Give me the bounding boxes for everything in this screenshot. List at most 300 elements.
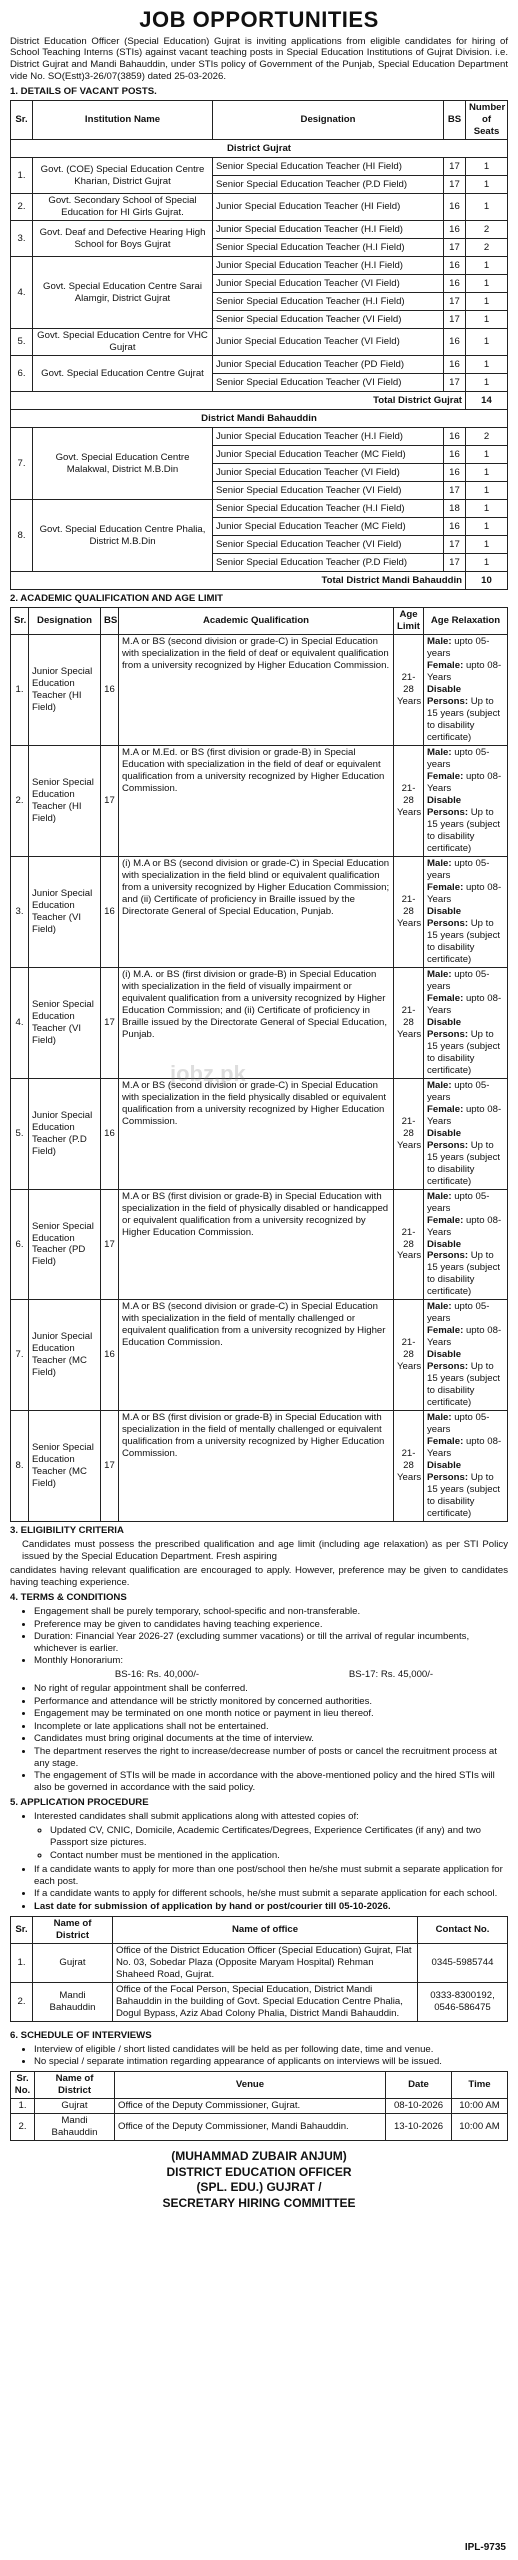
cell-bs: 16 (444, 194, 466, 221)
relaxation-value: upto 05-years (427, 1301, 490, 1325)
cell-qualification: M.A or M.Ed. or BS (first division or grade-B) in Special Education with specialization in the field of deaf or equivalent qualification from a university recognized by Higher Education Commission. (119, 746, 394, 857)
cell-age-limit: 21-28 Years (394, 1300, 424, 1411)
cell-contact: 0345-5985744 (418, 1943, 508, 1982)
relaxation-value: upto 05-years (427, 857, 490, 881)
cell-sr: 2. (11, 746, 29, 857)
cell-designation: Junior Special Education Teacher (MC Field) (213, 446, 444, 464)
cell-sr: 8. (11, 500, 33, 572)
relaxation-label: Disable Persons: (427, 905, 469, 929)
relaxation-label: Disable Persons: (427, 1460, 469, 1484)
cell-institution: Govt. Special Education Centre Gujrat (33, 356, 213, 392)
cell-sr: 5. (11, 1078, 29, 1189)
cell-seats: 1 (466, 176, 508, 194)
district-heading: District Gujrat (11, 140, 508, 158)
section-heading-vacant-posts: 1. DETAILS OF VACANT POSTS. (10, 86, 157, 98)
cell-bs: 16 (444, 329, 466, 356)
cell-venue: Office of the Deputy Commissioner, Mandi Bahauddin. (115, 2113, 386, 2140)
cell-designation: Junior Special Education Teacher (HI Field) (213, 194, 444, 221)
cell-time: 10:00 AM (452, 2113, 508, 2140)
relaxation-value: upto 08-Years (427, 1214, 502, 1238)
list-item: • Monthly Honorarium: (34, 1655, 508, 1667)
cell-institution: Govt. Deaf and Defective Hearing High School for Boys Gujrat (33, 221, 213, 257)
relaxation-label: Female: (427, 660, 464, 672)
district-row (11, 410, 508, 428)
cell-age-limit: 21-28 Years (394, 1078, 424, 1189)
table-row (11, 1943, 508, 1982)
list-item: • Interested candidates shall submit applications along with attested copies of: (34, 1811, 508, 1823)
relaxation-line (427, 993, 504, 1017)
col-header-bs: BS (444, 101, 466, 140)
cell-designation: Junior Special Education Teacher (H.I Field) (213, 221, 444, 239)
cell-age-relaxation (424, 1300, 508, 1411)
relaxation-label: Female: (427, 1214, 464, 1226)
relaxation-line (427, 636, 504, 660)
cell-age-limit: 21-28 Years (394, 635, 424, 746)
col-header-date: Date (386, 2072, 452, 2099)
relaxation-line (427, 1436, 504, 1460)
relaxation-value: Up to 15 years (subject to disability certificate) (427, 1028, 501, 1076)
interviews-table (10, 2071, 508, 2141)
cell-institution: Govt. (COE) Special Education Centre Kharian, District Gujrat (33, 158, 213, 194)
relaxation-value: upto 08-Years (427, 1103, 502, 1127)
cell-designation: Junior Special Education Teacher (MC Field) (29, 1300, 101, 1411)
cell-seats: 1 (466, 464, 508, 482)
relaxation-value: upto 08-Years (427, 1436, 502, 1460)
table-row (11, 2113, 508, 2140)
cell-bs: 17 (444, 374, 466, 392)
cell-bs: 16 (444, 221, 466, 239)
signature-block (10, 2149, 508, 2211)
eligibility-text: Candidates must possess the prescribed qualification and age limit (including age relaxation) as per STI Policy issued by the Special Education Department. Fresh aspiring (22, 1539, 508, 1563)
relaxation-label: Male: (427, 747, 452, 759)
cell-seats: 1 (466, 194, 508, 221)
col-header-time: Time (452, 2072, 508, 2099)
cell-venue: Office of the Deputy Commissioner, Gujrat. (115, 2098, 386, 2113)
list-item: • No right of regular appointment shall be conferred. (34, 1683, 508, 1695)
col-header-qualification: Academic Qualification (119, 608, 394, 635)
list-item: • Candidates must bring original documents at the time of interview. (34, 1733, 508, 1745)
table-row (11, 428, 508, 446)
cell-age-relaxation (424, 635, 508, 746)
cell-age-relaxation (424, 1411, 508, 1522)
cell-designation: Senior Special Education Teacher (MC Field) (29, 1411, 101, 1522)
list-item: • Performance and attendance will be strictly monitored by concerned authorities. (34, 1696, 508, 1708)
cell-qualification: M.A or BS (second division or grade-C) in Special Education with specialization in the field physically disabled or equivalent qualification from a university recognized by Higher Education Commission. (119, 1078, 394, 1189)
relaxation-label: Disable Persons: (427, 1016, 469, 1040)
table-row (11, 1411, 508, 1522)
cell-seats: 1 (466, 374, 508, 392)
signatory-title: DISTRICT EDUCATION OFFICER (166, 2164, 352, 2179)
table-row (11, 356, 508, 374)
list-item: • If a candidate wants to apply for more than one post/school then he/she must submit a separate application for each post. (34, 1864, 508, 1888)
cell-sr: 2. (11, 194, 33, 221)
cell-contact: 0333-8300192, 0546-586475 (418, 1982, 508, 2021)
cell-designation: Junior Special Education Teacher (H.I Field) (213, 428, 444, 446)
cell-age-limit: 21-28 Years (394, 1411, 424, 1522)
cell-seats: 1 (466, 158, 508, 176)
cell-seats: 1 (466, 293, 508, 311)
relaxation-line (427, 660, 504, 684)
cell-designation: Senior Special Education Teacher (VI Field) (213, 482, 444, 500)
table-row (11, 158, 508, 176)
list-item: • If a candidate wants to apply for different schools, he/she must submit a separate application for each school. (34, 1888, 508, 1900)
relaxation-value: upto 05-years (427, 1079, 490, 1103)
cell-bs: 16 (101, 1078, 119, 1189)
relaxation-label: Male: (427, 636, 452, 648)
honorarium-row (40, 1669, 508, 1681)
col-header-sr: Sr. (11, 608, 29, 635)
cell-sr: 4. (11, 967, 29, 1078)
list-item: ◦ Contact number must be mentioned in the application. (50, 1850, 508, 1862)
cell-designation: Senior Special Education Teacher (VI Field) (213, 374, 444, 392)
cell-designation: Junior Special Education Teacher (VI Field) (213, 464, 444, 482)
relaxation-line (427, 1301, 504, 1325)
list-item: • The department reserves the right to increase/decrease number of posts or cancel the recruitment process at any stage. (34, 1746, 508, 1770)
relaxation-label: Disable Persons: (427, 795, 469, 819)
cell-seats: 1 (466, 482, 508, 500)
col-header-age-relaxation: Age Relaxation (424, 608, 508, 635)
terms-list (10, 1606, 508, 1667)
relaxation-line (427, 1080, 504, 1104)
cell-designation: Senior Special Education Teacher (H.I Field) (213, 500, 444, 518)
cell-bs: 16 (444, 446, 466, 464)
cell-bs: 16 (101, 856, 119, 967)
cell-bs: 16 (444, 428, 466, 446)
relaxation-label: Female: (427, 992, 464, 1004)
table-row (11, 257, 508, 275)
relaxation-value: Up to 15 years (subject to disability certificate) (427, 1361, 501, 1409)
cell-designation: Senior Special Education Teacher (H.I Field) (213, 239, 444, 257)
table-row (11, 2098, 508, 2113)
list-item: ◦ Updated CV, CNIC, Domicile, Academic Certificates/Degrees, Experience Certificates (if any) and two Passport size pictures. (50, 1825, 508, 1849)
cell-bs: 17 (444, 554, 466, 572)
cell-bs: 17 (101, 746, 119, 857)
cell-age-relaxation (424, 1078, 508, 1189)
district-heading: District Mandi Bahauddin (11, 410, 508, 428)
relaxation-line (427, 1239, 504, 1299)
total-value: 10 (466, 572, 508, 590)
list-item: • Incomplete or late applications shall not be entertained. (34, 1721, 508, 1733)
cell-bs: 16 (101, 635, 119, 746)
col-header-seats: Number of Seats (466, 101, 508, 140)
cell-sr: 6. (11, 1189, 29, 1300)
cell-bs: 17 (101, 1411, 119, 1522)
relaxation-value: upto 08-Years (427, 1325, 502, 1349)
col-header-bs: BS (101, 608, 119, 635)
relaxation-value: Up to 15 years (subject to disability certificate) (427, 1472, 501, 1520)
total-label: Total District Mandi Bahauddin (11, 572, 466, 590)
honorarium-bs17: BS-17: Rs. 45,000/- (348, 1669, 434, 1681)
cell-designation: Senior Special Education Teacher (HI Field) (29, 746, 101, 857)
section-heading-qualification: 2. ACADEMIC QUALIFICATION AND AGE LIMIT (10, 593, 224, 605)
cell-designation: Junior Special Education Teacher (MC Field) (213, 518, 444, 536)
relaxation-line (427, 747, 504, 771)
relaxation-line (427, 1017, 504, 1077)
cell-seats: 1 (466, 500, 508, 518)
cell-designation: Senior Special Education Teacher (PD Field) (29, 1189, 101, 1300)
signatory-role: SECRETARY HIRING COMMITTEE (162, 2195, 356, 2210)
cell-seats: 2 (466, 239, 508, 257)
watermark: jobz.pk (170, 1061, 246, 1086)
col-header-office: Name of office (113, 1916, 418, 1943)
cell-sr: 1. (11, 158, 33, 194)
relaxation-line (427, 1460, 504, 1520)
intro-paragraph: District Education Officer (Special Education) Gujrat is inviting applications from eligible candidates for hiring of School Teaching Interns (STIs) against vacant teaching posts in Special Education Institutions of Gujrat Division. i.e. District Gujrat and Mandi Bahauddin, under STIs policy of Government of the Punjab, Special Education Department vide No. SO(Estt)3-26/07(3859) dated 25-03-2026. (10, 35, 508, 83)
relaxation-label: Male: (427, 968, 452, 980)
list-item: • Duration: Financial Year 2026-27 (excluding summer vacations) or till the arrival of regular incumbents, whichever is earlier. (34, 1631, 508, 1655)
cell-designation: Junior Special Education Teacher (VI Field) (29, 856, 101, 967)
relaxation-value: Up to 15 years (subject to disability certificate) (427, 1139, 501, 1187)
relaxation-label: Female: (427, 881, 464, 893)
cell-seats: 1 (466, 257, 508, 275)
procedure-sublist (10, 1825, 508, 1861)
section-heading-terms: 4. TERMS & CONDITIONS (10, 1592, 127, 1604)
table-row (11, 856, 508, 967)
cell-age-relaxation (424, 856, 508, 967)
cell-seats: 1 (466, 518, 508, 536)
cell-seats: 2 (466, 221, 508, 239)
cell-bs: 16 (444, 464, 466, 482)
cell-qualification: M.A or BS (second division or grade-C) in Special Education with specialization in the field of mentally challenged or equivalent qualification from a university recognized by Higher Education Commission. (119, 1300, 394, 1411)
table-row (11, 221, 508, 239)
cell-qualification: M.A or BS (second division or grade-C) in Special Education with specialization in the field of deaf or equivalent qualification from a university recognized by Higher Education Commission. (119, 635, 394, 746)
col-header-age-limit: Age Limit (394, 608, 424, 635)
table-row (11, 194, 508, 221)
cell-sr: 8. (11, 1411, 29, 1522)
relaxation-line (427, 858, 504, 882)
cell-bs: 16 (444, 518, 466, 536)
cell-sr: 1. (11, 2098, 35, 2113)
vacant-posts-table (10, 100, 508, 590)
cell-designation: Junior Special Education Teacher (PD Field) (213, 356, 444, 374)
cell-seats: 2 (466, 428, 508, 446)
vacant-posts-body (11, 140, 508, 590)
terms-list-cont (10, 1683, 508, 1794)
cell-sr: 4. (11, 257, 33, 329)
signatory-office: (SPL. EDU.) GUJRAT / (196, 2180, 322, 2195)
cell-sr: 7. (11, 428, 33, 500)
cell-institution: Govt. Special Education Centre Sarai Alamgir, District Gujrat (33, 257, 213, 329)
relaxation-line (427, 795, 504, 855)
table-row (11, 967, 508, 1078)
cell-age-limit: 21-28 Years (394, 967, 424, 1078)
cell-institution: Govt. Special Education Centre for VHC Gujrat (33, 329, 213, 356)
qualification-body (11, 635, 508, 1522)
cell-seats: 1 (466, 329, 508, 356)
relaxation-line (427, 906, 504, 966)
cell-qualification: M.A or BS (first division or grade-B) in Special Education with specialization in the field of mentally challenged or equivalent qualification from a university recognized by Higher Education Commission. (119, 1411, 394, 1522)
cell-bs: 17 (101, 967, 119, 1078)
signatory-name: (MUHAMMAD ZUBAIR ANJUM) (171, 2148, 347, 2163)
table-row (11, 1189, 508, 1300)
total-value: 14 (466, 392, 508, 410)
cell-institution: Govt. Special Education Centre Phalia, District M.B.Din (33, 500, 213, 572)
cell-bs: 16 (444, 356, 466, 374)
relaxation-line (427, 1191, 504, 1215)
relaxation-label: Female: (427, 1325, 464, 1337)
section-heading-eligibility: 3. ELIGIBILITY CRITERIA (10, 1525, 124, 1537)
relaxation-label: Disable Persons: (427, 1349, 469, 1373)
cell-qualification: (i) M.A or BS (second division or grade-C) in Special Education with specialization in the field blind or equivalent qualification from a university recognized by Higher Education Commission; and (ii) Certificate of proficiency in Braille issued by the Directorate General of Special Education, Punjab. (119, 856, 394, 967)
cell-sr: 7. (11, 1300, 29, 1411)
cell-bs: 17 (444, 293, 466, 311)
cell-district: Mandi Bahauddin (33, 1982, 113, 2021)
relaxation-value: Up to 15 years (subject to disability certificate) (427, 1250, 501, 1298)
cell-designation: Junior Special Education Teacher (P.D Field) (29, 1078, 101, 1189)
cell-bs: 17 (444, 239, 466, 257)
cell-seats: 1 (466, 275, 508, 293)
page-title: JOB OPPORTUNITIES (139, 7, 379, 32)
cell-designation: Junior Special Education Teacher (VI Field) (213, 275, 444, 293)
cell-seats: 1 (466, 311, 508, 329)
cell-sr: 2. (11, 2113, 35, 2140)
relaxation-value: Up to 15 years (subject to disability certificate) (427, 917, 501, 965)
cell-bs: 17 (101, 1189, 119, 1300)
cell-designation: Junior Special Education Teacher (HI Field) (29, 635, 101, 746)
cell-office: Office of the District Education Officer (Special Education) Gujrat, Flat No. 03, Sobedar Plaza (Opposite Maryam Hospital) Rehman Shaheed Road, Gujrat. (113, 1943, 418, 1982)
relaxation-label: Male: (427, 857, 452, 869)
relaxation-value: upto 05-years (427, 747, 490, 771)
cell-designation: Senior Special Education Teacher (VI Field) (213, 536, 444, 554)
relaxation-line (427, 1215, 504, 1239)
cell-designation: Senior Special Education Teacher (P.D Field) (213, 176, 444, 194)
cell-office: Office of the Focal Person, Special Education, District Mandi Bahauddin in the building of Govt. Special Education Centre Phalia, Dogul Bypass, Aziz Abad Colony Phalia, District Mandi Bahauddin. (113, 1982, 418, 2021)
table-row (11, 746, 508, 857)
honorarium-bs16: BS-16: Rs. 40,000/- (114, 1669, 200, 1681)
relaxation-value: upto 05-years (427, 1412, 490, 1436)
procedure-list-cont (10, 1864, 508, 1913)
relaxation-label: Male: (427, 1301, 452, 1313)
relaxation-value: upto 08-Years (427, 771, 502, 795)
cell-seats: 1 (466, 356, 508, 374)
list-item: • Engagement shall be purely temporary, school-specific and non-transferable. (34, 1606, 508, 1618)
col-header-designation: Designation (213, 101, 444, 140)
reference-number: IPL-9735 (464, 2541, 506, 2553)
relaxation-label: Female: (427, 1436, 464, 1448)
eligibility-text-cont: candidates having relevant qualification are encouraged to apply. However, preference may be given to candidates having teaching experience. (10, 1565, 508, 1589)
table-row (11, 1300, 508, 1411)
list-item: • Last date for submission of application by hand or post/courier till 05-10-2026. (34, 1901, 508, 1913)
relaxation-label: Male: (427, 1412, 452, 1424)
cell-designation: Junior Special Education Teacher (VI Field) (213, 329, 444, 356)
cell-district: Gujrat (33, 1943, 113, 1982)
cell-bs: 17 (444, 176, 466, 194)
list-item: • Engagement may be terminated on one month notice or payment in lieu thereof. (34, 1708, 508, 1720)
total-row (11, 572, 508, 590)
cell-qualification: M.A or BS (first division or grade-B) in Special Education with specialization in the field of physically disabled or handicapped or equivalent qualification from a university recognized by Higher Education Commission. (119, 1189, 394, 1300)
cell-bs: 16 (101, 1300, 119, 1411)
table-row (11, 1982, 508, 2021)
cell-sr: 2. (11, 1982, 33, 2021)
cell-age-relaxation (424, 1189, 508, 1300)
cell-sr: 5. (11, 329, 33, 356)
total-label: Total District Gujrat (11, 392, 466, 410)
total-row (11, 392, 508, 410)
cell-bs: 16 (444, 257, 466, 275)
cell-designation: Senior Special Education Teacher (VI Field) (213, 311, 444, 329)
cell-age-limit: 21-28 Years (394, 856, 424, 967)
cell-bs: 16 (444, 275, 466, 293)
cell-district: Mandi Bahauddin (35, 2113, 115, 2140)
relaxation-line (427, 684, 504, 744)
col-header-designation: Designation (29, 608, 101, 635)
relaxation-line (427, 882, 504, 906)
col-header-contact: Contact No. (418, 1916, 508, 1943)
relaxation-value: Up to 15 years (subject to disability certificate) (427, 696, 501, 744)
cell-bs: 17 (444, 311, 466, 329)
cell-date: 13-10-2026 (386, 2113, 452, 2140)
table-row (11, 329, 508, 356)
cell-institution: Govt. Special Education Centre Malakwal, District M.B.Din (33, 428, 213, 500)
col-header-district: Name of District (33, 1916, 113, 1943)
section-heading-application: 5. APPLICATION PROCEDURE (10, 1797, 149, 1809)
cell-age-limit: 21-28 Years (394, 1189, 424, 1300)
offices-table (10, 1916, 508, 2022)
schedule-list (10, 2044, 508, 2068)
cell-sr: 6. (11, 356, 33, 392)
cell-designation: Senior Special Education Teacher (HI Field) (213, 158, 444, 176)
relaxation-value: upto 05-years (427, 1190, 490, 1214)
cell-bs: 17 (444, 482, 466, 500)
cell-institution: Govt. Secondary School of Special Education for HI Girls Gujrat. (33, 194, 213, 221)
qualification-table (10, 607, 508, 1522)
cell-designation: Senior Special Education Teacher (P.D Field) (213, 554, 444, 572)
district-row (11, 140, 508, 158)
relaxation-value: upto 08-Years (427, 881, 502, 905)
cell-designation: Junior Special Education Teacher (H.I Field) (213, 257, 444, 275)
list-item: • Preference may be given to candidates having teaching experience. (34, 1619, 508, 1631)
list-item: • Interview of eligible / short listed candidates will be held as per following date, time and venue. (34, 2044, 508, 2056)
cell-age-relaxation (424, 967, 508, 1078)
cell-age-relaxation (424, 746, 508, 857)
cell-sr: 3. (11, 856, 29, 967)
cell-date: 08-10-2026 (386, 2098, 452, 2113)
cell-designation: Senior Special Education Teacher (VI Field) (29, 967, 101, 1078)
table-row (11, 500, 508, 518)
relaxation-label: Male: (427, 1190, 452, 1202)
relaxation-value: upto 05-years (427, 636, 490, 660)
table-row (11, 635, 508, 746)
cell-bs: 17 (444, 158, 466, 176)
cell-seats: 1 (466, 554, 508, 572)
relaxation-line (427, 771, 504, 795)
relaxation-line (427, 1104, 504, 1128)
relaxation-line (427, 1412, 504, 1436)
relaxation-label: Male: (427, 1079, 452, 1091)
list-item: • The engagement of STIs will be made in accordance with the above-mentioned policy and the hired STIs will also be governed in accordance with the said policy. (34, 1770, 508, 1794)
relaxation-label: Female: (427, 771, 464, 783)
relaxation-value: upto 08-Years (427, 660, 502, 684)
relaxation-value: Up to 15 years (subject to disability certificate) (427, 807, 501, 854)
col-header-venue: Venue (115, 2072, 386, 2099)
cell-designation: Senior Special Education Teacher (H.I Field) (213, 293, 444, 311)
procedure-list (10, 1811, 508, 1823)
relaxation-line (427, 1325, 504, 1349)
cell-sr: 1. (11, 1943, 33, 1982)
cell-district: Gujrat (35, 2098, 115, 2113)
relaxation-value: upto 05-years (427, 968, 490, 992)
cell-seats: 1 (466, 446, 508, 464)
relaxation-value: upto 08-Years (427, 992, 502, 1016)
list-item: • No special / separate intimation regarding appearance of applicants on interviews will be issued. (34, 2056, 508, 2068)
relaxation-label: Disable Persons: (427, 684, 469, 708)
relaxation-line (427, 969, 504, 993)
section-heading-interviews: 6. SCHEDULE OF INTERVIEWS (10, 2029, 152, 2041)
table-row (11, 1078, 508, 1189)
relaxation-label: Disable Persons: (427, 1238, 469, 1262)
col-header-sr: Sr. (11, 101, 33, 140)
cell-bs: 18 (444, 500, 466, 518)
